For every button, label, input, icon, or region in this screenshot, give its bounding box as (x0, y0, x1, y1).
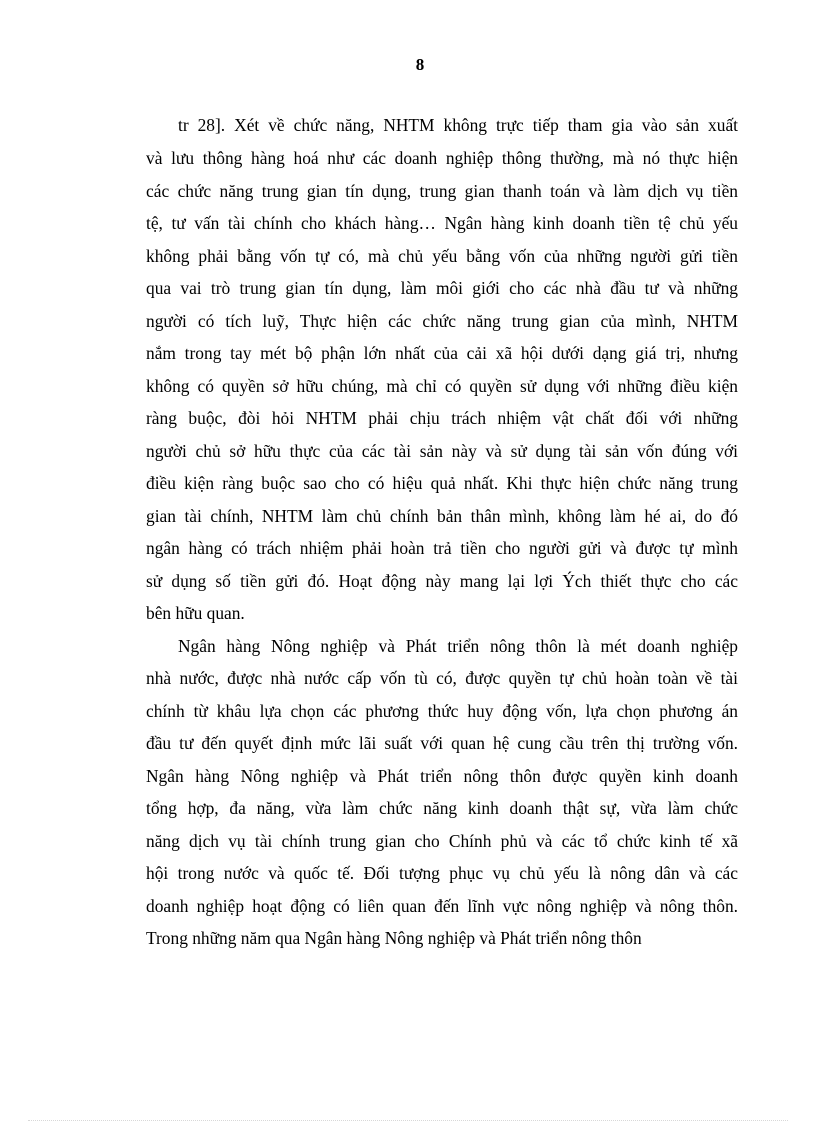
page-number: 8 (415, 55, 425, 74)
text-line: và lưu thông hàng hoá như các doanh nghiệp thông thường, mà nó thực hiện (146, 148, 738, 168)
text-line: chính từ khâu lựa chọn các phương thức huy động vốn, lựa chọn phương án (146, 701, 738, 721)
text-line: người chủ sở hữu thực của các tài sản này và sử dụng tài sản vốn đúng với (146, 441, 738, 461)
text-line: doanh nghiệp hoạt động có liên quan đến lĩnh vực nông nghiệp và nông thôn. (146, 896, 738, 916)
text-line: người có tích luỹ, Thực hiện các chức năng trung gian của mình, NHTM (146, 311, 738, 331)
text-line: tổng hợp, đa năng, vừa làm chức năng kinh doanh thật sự, vừa làm chức (146, 798, 738, 818)
text-line: sử dụng số tiền gửi đó. Hoạt động này mang lại lợi Ých thiết thực cho các (146, 571, 738, 591)
page-bottom-border (28, 1120, 788, 1121)
text-line: ràng buộc, đòi hỏi NHTM phải chịu trách nhiệm vật chất đối với những (146, 408, 738, 428)
text-line: Ngân hàng Nông nghiệp và Phát triển nông thôn là mét doanh nghiệp (178, 636, 738, 656)
text-line: Trong những năm qua Ngân hàng Nông nghiệp và Phát triển nông thôn (146, 928, 642, 948)
text-line: tr 28]. Xét về chức năng, NHTM không trực tiếp tham gia vào sản xuất (178, 115, 738, 135)
text-line: qua vai trò trung gian tín dụng, làm môi giới cho các nhà đầu tư và những (146, 278, 738, 298)
text-line: năng dịch vụ tài chính trung gian cho Chính phủ và các tổ chức kinh tế xã (146, 831, 738, 851)
text-line: Ngân hàng Nông nghiệp và Phát triển nông thôn được quyền kinh doanh (146, 766, 738, 786)
text-line: ngân hàng có trách nhiệm phải hoàn trả tiền cho người gửi và được tự mình (146, 538, 738, 558)
text-line: không có quyền sở hữu chúng, mà chỉ có quyền sử dụng với những điều kiện (146, 376, 738, 396)
text-line: bên hữu quan. (146, 603, 245, 623)
text-line: điều kiện ràng buộc sao cho có hiệu quả nhất. Khi thực hiện chức năng trung (146, 473, 738, 493)
text-line: gian tài chính, NHTM làm chủ chính bản thân mình, không làm hé ai, do đó (146, 506, 738, 526)
text-line: nhà nước, được nhà nước cấp vốn tù có, được quyền tự chủ hoàn toàn về tài (146, 668, 738, 688)
text-line: không phải bằng vốn tự có, mà chủ yếu bằng vốn của những người gửi tiền (146, 246, 738, 266)
text-line: đầu tư đến quyết định mức lãi suất với quan hệ cung cầu trên thị trường vốn. (146, 733, 738, 753)
text-line: hội trong nước và quốc tế. Đối tượng phục vụ chủ yếu là nông dân và các (146, 863, 738, 883)
text-line: tệ, tư vấn tài chính cho khách hàng… Ngân hàng kinh doanh tiền tệ chủ yếu (146, 213, 738, 233)
text-line: các chức năng trung gian tín dụng, trung gian thanh toán và làm dịch vụ tiền (146, 181, 738, 201)
text-line: nắm trong tay mét bộ phận lớn nhất của cải xã hội dưới dạng giá trị, nhưng (146, 343, 738, 363)
